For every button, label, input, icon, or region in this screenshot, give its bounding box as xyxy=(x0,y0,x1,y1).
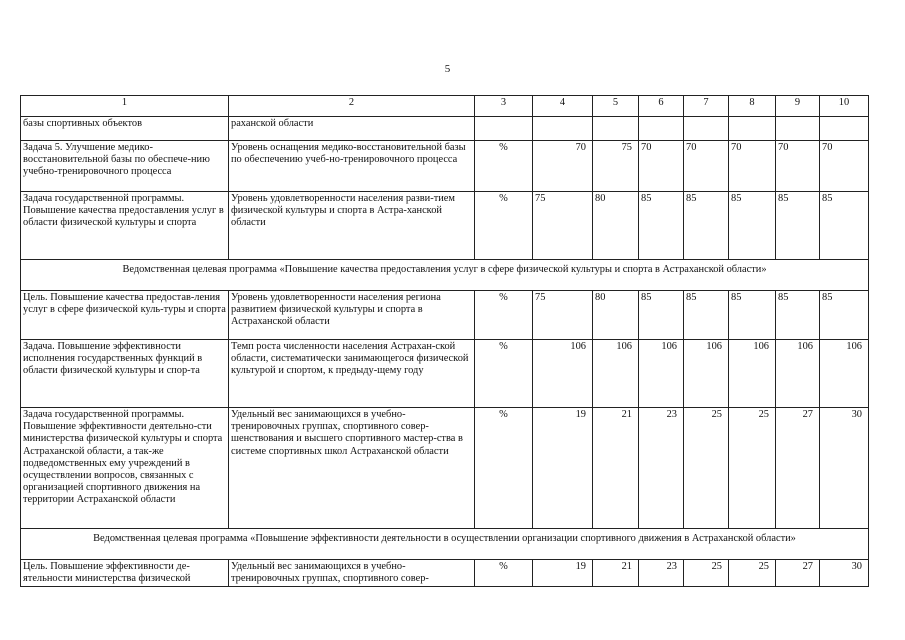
value-cell xyxy=(639,117,684,141)
value-cell: 21 xyxy=(593,560,639,587)
value-cell: 75 xyxy=(533,291,593,340)
value-cell: 106 xyxy=(639,340,684,408)
value-cell: 70 xyxy=(776,141,820,192)
value-cell: 85 xyxy=(639,291,684,340)
table-row xyxy=(21,408,869,529)
value-cell: 80 xyxy=(593,192,639,260)
value-cell xyxy=(776,117,820,141)
value-cell xyxy=(684,117,729,141)
value-cell: 25 xyxy=(729,408,776,529)
value-cell: 75 xyxy=(593,141,639,192)
value-cell: 85 xyxy=(776,192,820,260)
goal-cell: Задача государственной программы. Повышение качества предоставления услуг в области физической культуры и спорта xyxy=(21,192,229,260)
column-header: 2 xyxy=(229,96,475,117)
unit-cell: % xyxy=(475,291,533,340)
value-cell xyxy=(729,117,776,141)
value-cell: 25 xyxy=(684,408,729,529)
value-cell: 106 xyxy=(729,340,776,408)
column-header: 7 xyxy=(684,96,729,117)
value-cell: 21 xyxy=(593,408,639,529)
value-cell: 19 xyxy=(533,560,593,587)
value-cell: 30 xyxy=(820,408,869,529)
indicator-cell: Темп роста численности населения Астрахан-ской области, систематически занимающегося физической культурой и спортом, к предыду-щему году xyxy=(229,340,475,408)
unit-cell: % xyxy=(475,560,533,587)
column-header: 6 xyxy=(639,96,684,117)
column-header: 1 xyxy=(21,96,229,117)
indicator-cell: раханской области xyxy=(229,117,475,141)
value-cell: 23 xyxy=(639,408,684,529)
table-row xyxy=(21,141,869,192)
table-row xyxy=(21,192,869,260)
section-row xyxy=(21,529,869,560)
indicator-cell: Уровень удовлетворенности населения разви-тием физической культуры и спорта в Астра-ханской области xyxy=(229,192,475,260)
value-cell: 27 xyxy=(776,560,820,587)
indicator-cell: Удельный вес занимающихся в учебно-тренировочных группах, спортивного совер- xyxy=(229,560,475,587)
value-cell: 25 xyxy=(729,560,776,587)
indicator-cell: Уровень удовлетворенности населения региона развитием физической культуры и спорта в Астраханской области xyxy=(229,291,475,340)
value-cell: 27 xyxy=(776,408,820,529)
unit-cell: % xyxy=(475,192,533,260)
header-row xyxy=(21,96,869,117)
indicator-cell: Уровень оснащения медико-восстановительной базы по обеспечению учеб-но-тренировочного процесса xyxy=(229,141,475,192)
goal-cell: Задача 5. Улучшение медико-восстановительной базы по обеспече-нию учебно-тренировочного процесса xyxy=(21,141,229,192)
value-cell xyxy=(820,117,869,141)
column-header: 10 xyxy=(820,96,869,117)
table-row xyxy=(21,340,869,408)
value-cell: 23 xyxy=(639,560,684,587)
column-header: 3 xyxy=(475,96,533,117)
value-cell: 70 xyxy=(533,141,593,192)
value-cell: 85 xyxy=(729,192,776,260)
goal-cell: Задача государственной программы. Повышение эффективности деятельно-сти министерства физической культуры и спорта Астраханской области, а так-же подведомственных ему учреждений в осуществлении вопросов, связанных с организацией спортивного движения на территории Астраханской области xyxy=(21,408,229,529)
page-number: 5 xyxy=(444,63,451,75)
value-cell: 85 xyxy=(820,291,869,340)
section-title: Ведомственная целевая программа «Повышение эффективности деятельности в осуществлении организации спортивного движения в Астраханской области» xyxy=(21,529,869,560)
value-cell: 80 xyxy=(593,291,639,340)
value-cell: 70 xyxy=(684,141,729,192)
column-header: 8 xyxy=(729,96,776,117)
value-cell: 106 xyxy=(776,340,820,408)
value-cell: 85 xyxy=(684,291,729,340)
value-cell xyxy=(533,117,593,141)
indicators-table xyxy=(20,95,869,587)
unit-cell: % xyxy=(475,340,533,408)
value-cell: 85 xyxy=(639,192,684,260)
unit-cell: % xyxy=(475,141,533,192)
goal-cell: Цель. Повышение качества предостав-ления услуг в сфере физической куль-туры и спорта xyxy=(21,291,229,340)
value-cell: 106 xyxy=(684,340,729,408)
value-cell: 70 xyxy=(729,141,776,192)
column-header: 5 xyxy=(593,96,639,117)
value-cell xyxy=(593,117,639,141)
value-cell: 85 xyxy=(729,291,776,340)
value-cell: 70 xyxy=(820,141,869,192)
unit-cell xyxy=(475,117,533,141)
section-title: Ведомственная целевая программа «Повышение качества предоставления услуг в сфере физической культуры и спорта в Астраханской области» xyxy=(21,260,869,291)
value-cell: 106 xyxy=(820,340,869,408)
value-cell: 85 xyxy=(776,291,820,340)
goal-cell: Задача. Повышение эффективности исполнения государственных функций в области физической культуры и спор-та xyxy=(21,340,229,408)
value-cell: 106 xyxy=(593,340,639,408)
goal-cell: базы спортивных объектов xyxy=(21,117,229,141)
value-cell: 75 xyxy=(533,192,593,260)
value-cell: 106 xyxy=(533,340,593,408)
value-cell: 85 xyxy=(820,192,869,260)
column-header: 9 xyxy=(776,96,820,117)
table-row xyxy=(21,560,869,587)
section-row xyxy=(21,260,869,291)
value-cell: 19 xyxy=(533,408,593,529)
value-cell: 70 xyxy=(639,141,684,192)
table-row xyxy=(21,291,869,340)
goal-cell: Цель. Повышение эффективности де-ятельности министерства физической xyxy=(21,560,229,587)
indicator-cell: Удельный вес занимающихся в учебно-тренировочных группах, спортивного совер-шенствования и высшего спортивного мастер-ства в системе спортивных школ Астраханской области xyxy=(229,408,475,529)
value-cell: 30 xyxy=(820,560,869,587)
column-header: 4 xyxy=(533,96,593,117)
unit-cell: % xyxy=(475,408,533,529)
value-cell: 85 xyxy=(684,192,729,260)
value-cell: 25 xyxy=(684,560,729,587)
table-row xyxy=(21,117,869,141)
